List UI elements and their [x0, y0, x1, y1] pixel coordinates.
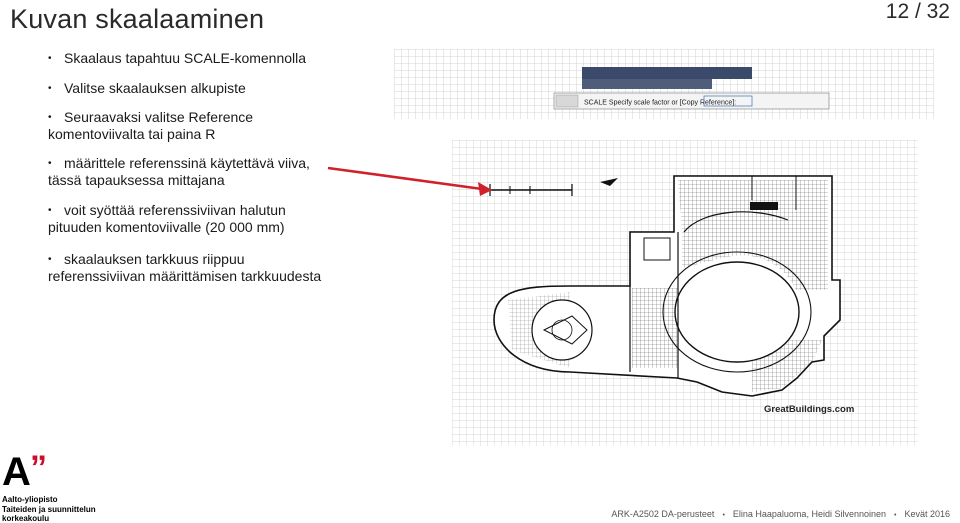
bullet-item [46, 50, 306, 67]
cad-watermark: GreatBuildings.com [764, 404, 855, 415]
logo-school-line1: Taiteiden ja suunnittelun [2, 504, 96, 514]
bullet-text-continued: pituuden komentoviivalle (20 000 mm) [48, 219, 285, 235]
bullet-text: määrittele referenssinä käytettävä viiva, [64, 155, 310, 171]
bullet-marker: • [48, 158, 52, 169]
bullet-text: Valitse skaalauksen alkupiste [64, 80, 246, 96]
bullet-item [46, 80, 246, 97]
bullet-marker: • [48, 112, 52, 123]
cad-command-line-screenshot [394, 49, 934, 119]
bullet-item [46, 155, 310, 189]
logo-school-line2: korkeakoulu [2, 514, 50, 523]
logo-text [2, 495, 96, 523]
footer-separator: • [722, 512, 725, 519]
footer-term: Kevät 2016 [904, 509, 950, 519]
footer-course: ARK-A2502 DA-perusteet [611, 509, 715, 519]
bullet-marker: • [48, 254, 52, 265]
cad-floor-plan [452, 140, 918, 446]
logo-university: Aalto-yliopisto [2, 495, 58, 504]
slide-title: Kuvan skaalaaminen [10, 4, 265, 34]
aalto-logo [2, 449, 112, 523]
logo-mark: A [2, 450, 31, 494]
bullet-item [46, 109, 253, 143]
slide-footer [611, 509, 950, 519]
bullet-text-continued: tässä tapauksessa mittajana [48, 172, 225, 188]
bullet-text: skaalauksen tarkkuus riippuu [64, 251, 245, 267]
bullet-text-continued: komentoviivalta tai paina R [48, 126, 216, 142]
bullet-item [46, 202, 286, 236]
page-number: 12 / 32 [885, 0, 950, 23]
bullet-marker: • [48, 53, 52, 64]
command-line-text: SCALE Specify scale factor or [Copy Reference]: [584, 99, 737, 107]
bullet-item [46, 251, 321, 285]
footer-authors: Elina Haapaluoma, Heidi Silvennoinen [732, 509, 886, 519]
bullet-marker: • [48, 83, 52, 94]
footer-separator: • [894, 512, 897, 519]
bullet-text: voit syöttää referenssiviivan halutun [64, 202, 286, 218]
bullet-marker: • [48, 205, 52, 216]
bullet-text: Seuraavaksi valitse Reference [64, 109, 254, 125]
bullet-text-continued: referenssiviivan määrittämisen tarkkuudesta [48, 268, 322, 284]
logo-quote-mark: ” [30, 449, 47, 487]
bullet-text: Skaalaus tapahtuu SCALE-komennolla [64, 50, 307, 66]
